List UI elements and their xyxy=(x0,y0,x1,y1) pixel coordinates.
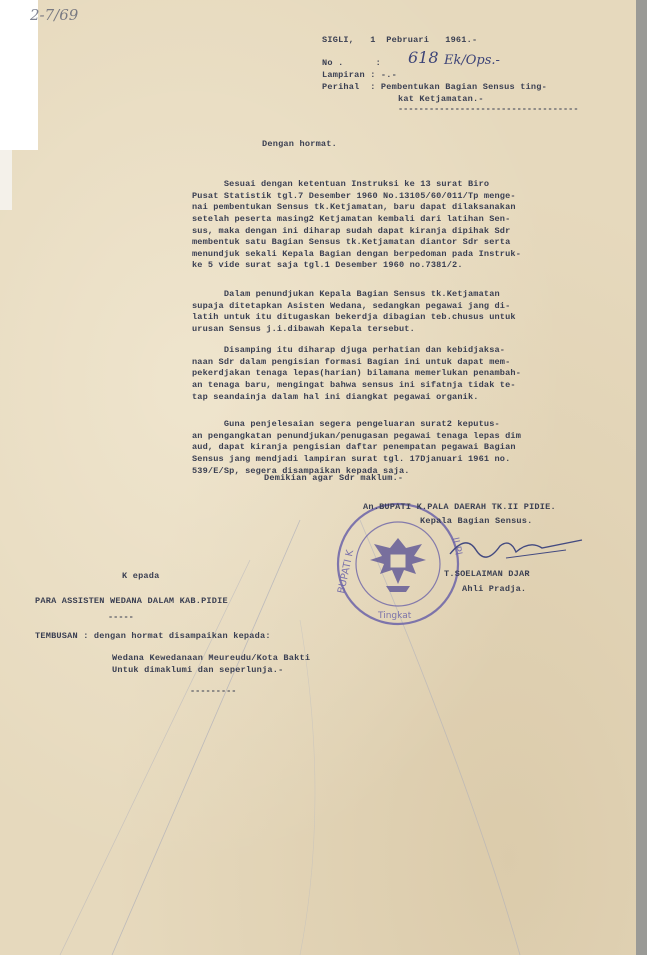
paragraph-4: Guna penjelesaian segera pengeluaran surat2 keputus- an pengangkatan penundjukan/penugasan pegawai tenaga lepas dim aud, dapat kiranja pengisian daftar penempatan pegawai Bagian Sensus jang mendjadi lampiran surat tgl. 17Djanuari 1961 no. 539/E/Sp, segera disampaikan kepada saja. xyxy=(192,419,522,476)
cc-label: TEMBUSAN : dengan hormat disampaikan kepada: xyxy=(35,631,271,641)
paragraph-1: Sesuai dengan ketentuan Instruksi ke 13 surat Biro Pusat Statistik tgl.7 Desember 1960 No.13105/60/011/Tp menge- nai pembentukan Sensus tk.Ketjamatan, baru dapat dilaksanakan setelah peserta masing2 Ketjamatan kembali dari latihan Sen- sus, maka dengan ini diharap sudah dapat kiranja dipihak Sdr membentuk satu Bagian Sensus tk.Ketjamatan diantor Sdr serta menundjuk sekali Kepala Bagian dengan berpedoman pada Instruk- ke 5 vide surat saja tgl.1 Desember 1960 no.7381/2. xyxy=(192,179,522,271)
attachment-line: Lampiran : -.- xyxy=(322,70,397,80)
margin-note: 2-7/69 xyxy=(30,6,79,24)
recipient-address: PARA ASSISTEN WEDANA DALAM KAB.PIDIE xyxy=(35,596,228,606)
cc-rule: --------- xyxy=(190,686,237,696)
subject-line: Perihal : Pembentukan Bagian Sensus ting- xyxy=(322,82,547,92)
paragraph-3: Disamping itu diharap djuga perhatian dan kebidjaksa- naan Sdr dalam pengisian formasi Bagian ini untuk dapat mem- pekerdjakan tenaga lepas(harian) bilamana memerlukan penambah- an tenaga baru, mengingat bahwa sensus ini sifatnja tidak te- tap seandainja dalam hal ini diangkat pegawai organik. xyxy=(192,345,522,402)
paragraph-2: Dalam penundjukan Kepala Bagian Sensus tk.Ketjamatan supaja ditetapkan Asisten Wedana, sedangkan pegawai jang di- latih untuk itu ditugaskan bekerdja dibagian teb.chusus untuk urusan Sensus j.i.dibawah Kepala tersebut. xyxy=(192,289,516,334)
garuda-emblem-icon xyxy=(370,538,426,592)
number-handwritten: 618 xyxy=(408,48,439,67)
cc-line-1: Wedana Kewedanaan Meureudu/Kota Bakti xyxy=(112,653,311,663)
recipient-rule: ----- xyxy=(108,612,134,622)
recipient-kepada: K epada xyxy=(122,571,160,581)
number-code: Ek/Ops.- xyxy=(444,53,500,68)
header-rule: ----------------------------------- xyxy=(398,104,579,114)
stamp-ring-right: II PI xyxy=(449,536,464,557)
signature-line-1: An.BUPATI K.PALA DAERAH TK.II PIDIE. xyxy=(363,502,556,512)
number-label: No . : xyxy=(322,58,381,68)
cc-line-2: Untuk dimaklumi dan seperlunja.- xyxy=(112,665,284,675)
signature-scrawl xyxy=(446,528,586,568)
signatory-name: T.SOELAIMAN DJAR xyxy=(444,569,530,579)
stamp-ring-left: BUPATI K xyxy=(336,548,357,595)
stamp-ring-bottom: Tingkat xyxy=(378,611,412,621)
signatory-title: Ahli Pradja. xyxy=(462,584,527,594)
closing-line: Demikian agar Sdr maklum.- xyxy=(264,473,404,483)
salutation: Dengan hormat. xyxy=(262,139,337,149)
place-date: SIGLI, 1 Pebruari 1961.- xyxy=(322,35,478,45)
signature-line-2: Kepala Bagian Sensus. xyxy=(420,516,533,526)
torn-edge xyxy=(0,150,12,210)
subject-line-cont: kat Ketjamatan.- xyxy=(398,94,484,104)
